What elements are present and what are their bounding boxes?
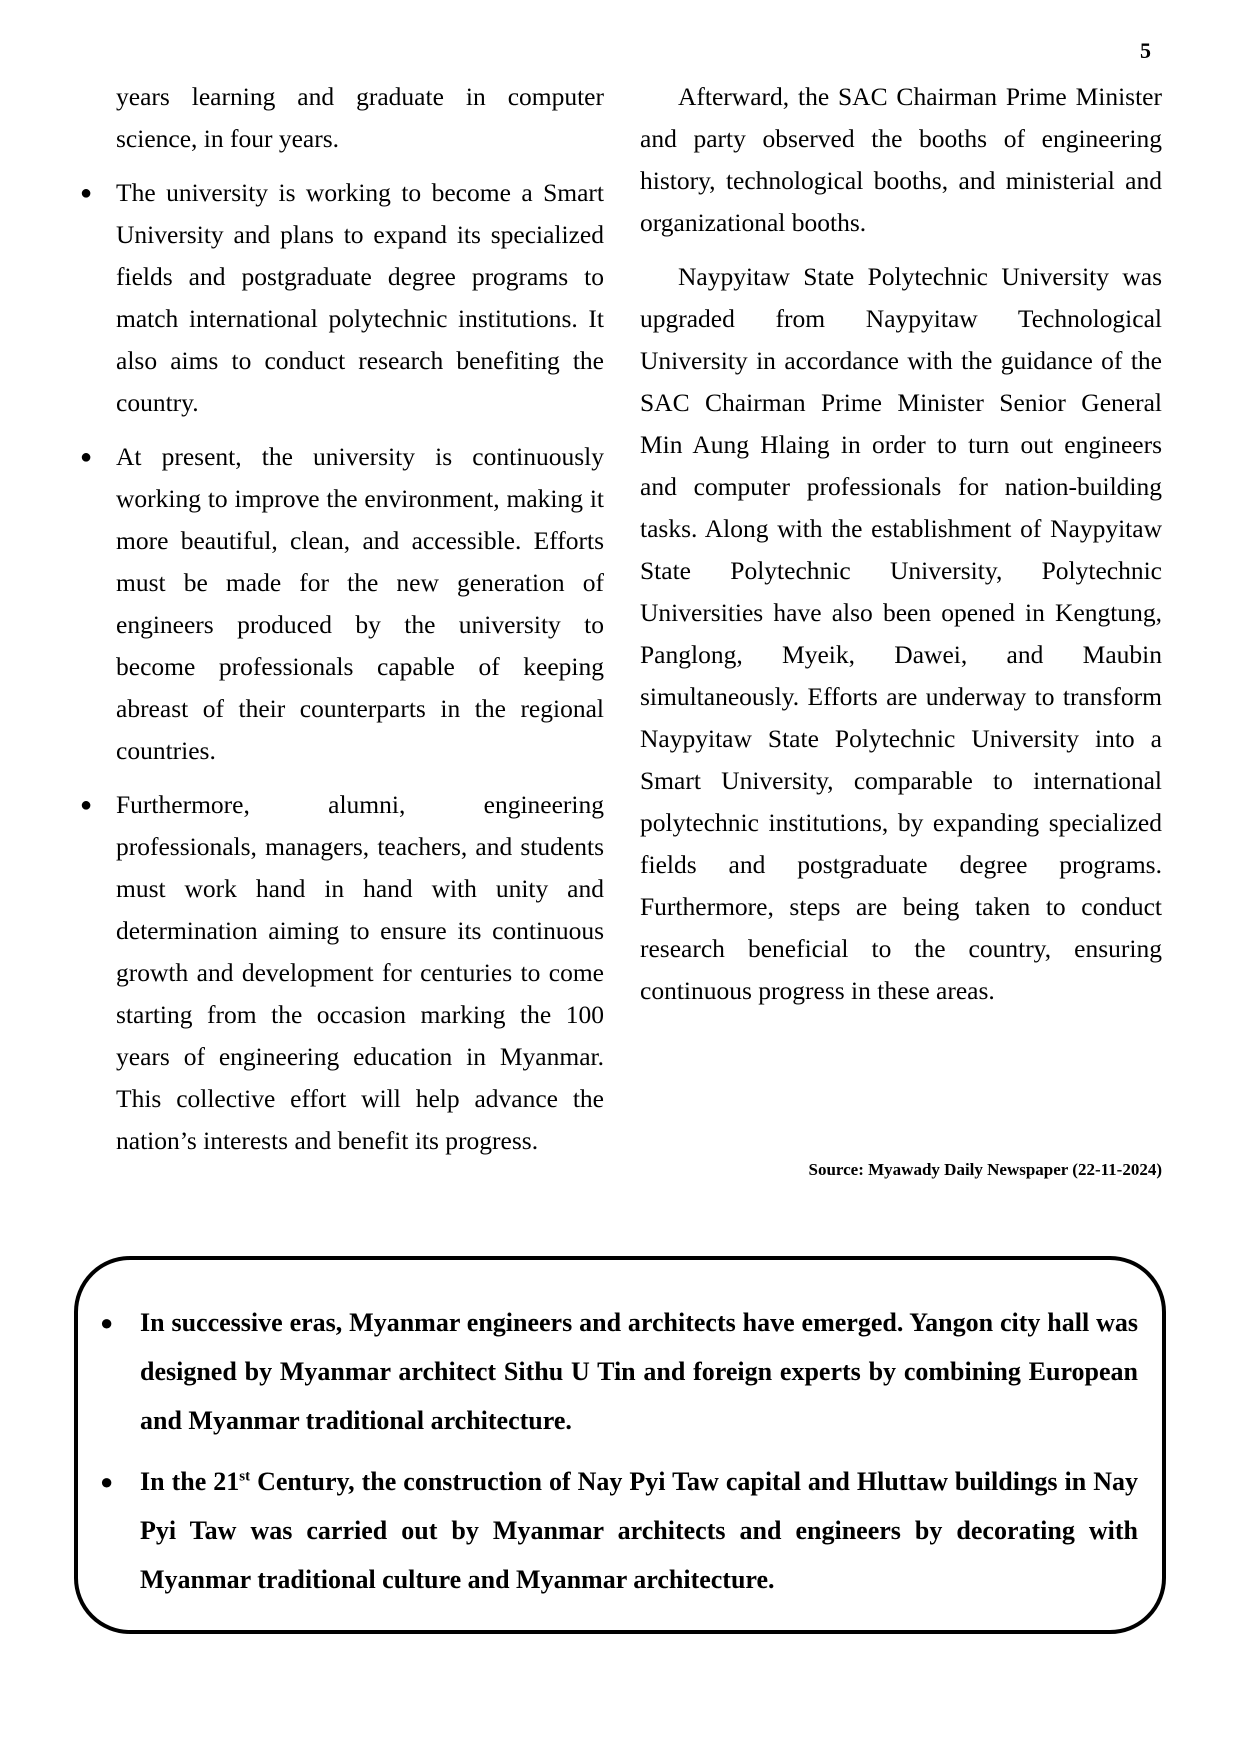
bullet-icon: ●	[80, 794, 93, 816]
list-item	[72, 436, 604, 772]
list-item-text: At present, the university is continuously working to improve the environment, making it more beautiful, clean, and accessible. Efforts must be made for the new generation of engineers produced by the university to become professionals capable of keeping abreast of their counterparts in the regional countries.	[116, 442, 604, 765]
list-item-text: Furthermore, alumni, engineering professionals, managers, teachers, and students must work hand in hand with unity and determination aiming to ensure its continuous growth and development for centuries to come starting from the occasion marking the 100 years of engineering education in Myanmar. This collective effort will help advance the nation’s interests and benefit its progress.	[116, 790, 604, 1155]
source-citation: Source: Myawady Daily Newspaper (22-11-2024)	[808, 1160, 1162, 1179]
paragraph: Naypyitaw State Polytechnic University was upgraded from Naypyitaw Technological University in accordance with the guidance of the SAC Chairman Prime Minister Senior General Min Aung Hlaing in order to turn out engineers and computer professionals for nation-building tasks. Along with the establishment of Naypyitaw State Polytechnic University, Polytechnic Universities have also been opened in Kengtung, Panglong, Myeik, Dawei, and Maubin simultaneously. Efforts are underway to transform Naypyitaw State Polytechnic University into a Smart University, comparable to international polytechnic institutions, by expanding specialized fields and postgraduate degree programs. Furthermore, steps are being taken to conduct research beneficial to the country, ensuring continuous progress in these areas.	[640, 262, 1162, 1005]
bullet-icon: ●	[100, 1469, 114, 1494]
left-column	[72, 76, 604, 1162]
list-item-text: The university is working to become a Smart University and plans to expand its specialized fields and postgraduate degree programs to match international polytechnic institutions. It also aims to conduct research benefiting the country.	[116, 178, 604, 417]
continuation-paragraph: years learning and graduate in computer science, in four years.	[116, 82, 604, 153]
list-item	[72, 784, 604, 1162]
callout-item	[100, 1298, 1138, 1445]
right-column	[640, 76, 1162, 1012]
bullet-icon: ●	[80, 182, 93, 204]
ordinal-superscript: st	[239, 1468, 251, 1485]
callout-box	[74, 1256, 1166, 1634]
bullet-icon: ●	[80, 446, 93, 468]
callout-item-prefix: In the 21	[140, 1467, 240, 1496]
callout-item-suffix: Century, the construction of Nay Pyi Taw capital and Hluttaw buildings in Nay Pyi Taw was carried out by Myanmar architects and engineers by decorating with Myanmar traditional culture and Myanmar architecture.	[140, 1467, 1138, 1594]
bullet-list	[72, 172, 604, 1162]
bullet-icon: ●	[100, 1310, 114, 1335]
callout-item-text: In successive eras, Myanmar engineers and architects have emerged. Yangon city hall was designed by Myanmar architect Sithu U Tin and foreign experts by combining European and Myanmar traditional architecture.	[140, 1308, 1138, 1435]
paragraph: Afterward, the SAC Chairman Prime Minister and party observed the booths of engineering history, technological booths, and ministerial and organizational booths.	[640, 82, 1162, 237]
list-item	[72, 172, 604, 424]
callout-list	[78, 1260, 1162, 1604]
page-number: 5	[1140, 38, 1151, 63]
callout-item	[100, 1457, 1138, 1604]
